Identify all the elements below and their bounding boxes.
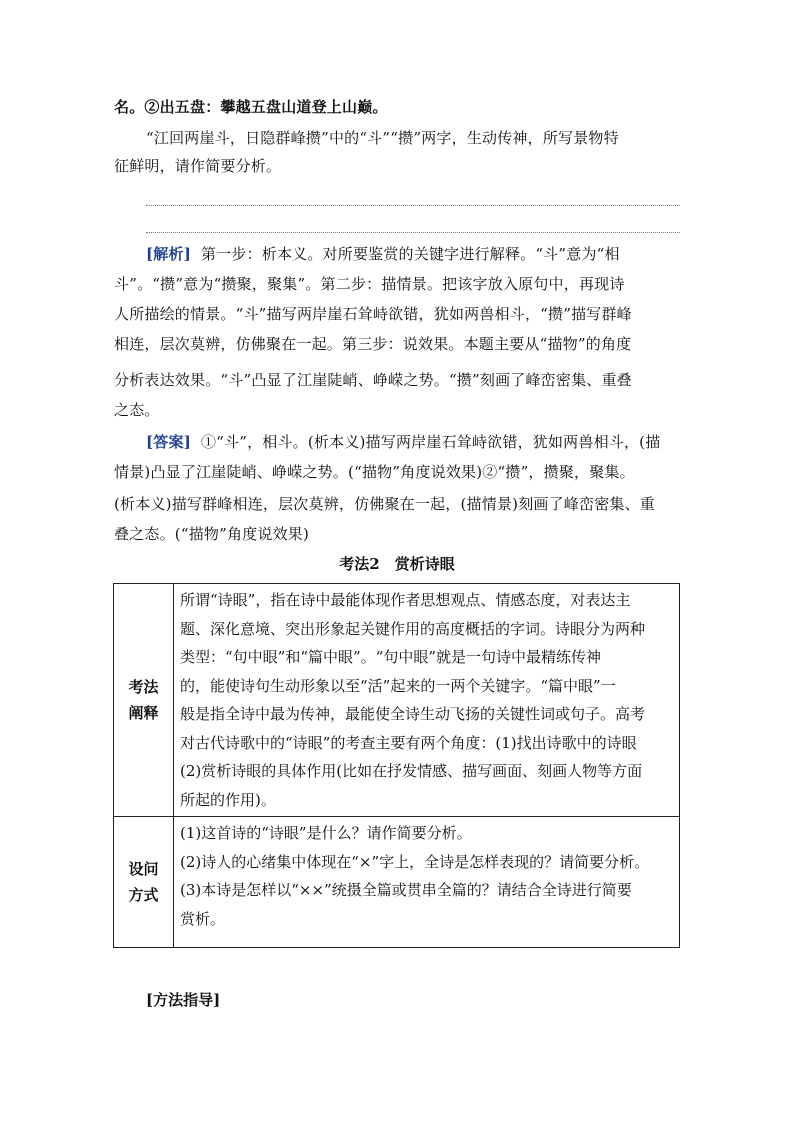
- cell-line: (3)本诗是怎样以“××”统摄全篇或贯串全篇的？请结合全诗进行简要: [180, 881, 632, 899]
- question-line-2: 征鲜明，请作简要分析。: [114, 157, 282, 175]
- table-row: [114, 584, 680, 817]
- cell-line: (2)诗人的心绪集中体现在“×”字上，全诗是怎样表现的？请简要分析。: [180, 852, 650, 871]
- intro-line: 名。②出五盘：攀越五盘山道登上山巅。: [114, 98, 388, 116]
- section-title: 考法2 赏析诗眼: [339, 555, 455, 573]
- cell-line: 对古代诗歌中的“诗眼”的考查主要有两个角度：(1)找出诗歌中的诗眼: [180, 733, 637, 752]
- analysis-line: 斗”。“攒”意为“攒聚，聚集”。第二步：描情景。把该字放入原句中，再现诗: [114, 275, 625, 293]
- analysis-line: 人所描绘的情景。“斗”描写两岸崖石耸峙欲错，犹如两兽相斗，“攒”描写群峰: [114, 305, 632, 323]
- answer-line: (析本义)描写群峰相连，层次莫辨，仿佛聚在一起，(描情景)刻画了峰峦密集、重: [114, 495, 656, 513]
- cell-line: 所起的作用)。: [180, 790, 276, 809]
- table-row: [114, 817, 680, 948]
- row-header-text: 考法: [128, 678, 159, 696]
- exam-method-table: [113, 583, 680, 948]
- cell-line: (1)这首诗的“诗眼”是什么？请作简要分析。: [180, 824, 472, 842]
- cell-line: 所谓“诗眼”，指在诗中最能体现作者思想观点、情感态度，对表达主: [180, 591, 631, 609]
- answer-blank-line-2: [146, 232, 680, 233]
- answer-line: ①“斗”，相斗。(析本义)描写两岸崖石耸峙欲错，犹如两兽相斗，(描: [200, 433, 661, 451]
- answer-first-line: [146, 428, 660, 456]
- cell-line: (2)赏析诗眼的具体作用(比如在抒发情感、描写画面、刻画人物等方面: [180, 762, 643, 780]
- question-line-1: “江回两崖斗，日隐群峰攒”中的“斗”“攒”两字，生动传神，所写景物特: [146, 129, 619, 147]
- analysis-line: 第一步：析本义。对所要鉴赏的关键字进行解释。“斗”意为“相: [200, 245, 620, 263]
- analysis-line: 分析表达效果。“斗”凸显了江崖陡峭、峥嵘之势。“攒”刻画了峰峦密集、重叠: [114, 371, 632, 389]
- answer-tag: [答案]: [146, 433, 191, 451]
- cell-line: 类型：“句中眼”和“篇中眼”。“句中眼”就是一句诗中最精练传神: [180, 648, 602, 666]
- cell-line: 赏析。: [180, 909, 226, 928]
- cell-line: 题、深化意境、突出形象起关键作用的高度概括的字词。诗眼分为两种: [180, 619, 646, 638]
- question-style-cell: [174, 817, 680, 948]
- method-guide-heading: [方法指导]: [146, 991, 221, 1009]
- cell-line: 般是指全诗中最为传神，最能使全诗生动飞扬的关键性词或句子。高考: [180, 705, 646, 723]
- row-header-explanation: [114, 584, 174, 817]
- answer-line: 叠之态。(“描物”角度说效果): [114, 525, 310, 543]
- analysis-tag: [解析]: [146, 245, 191, 263]
- analysis-line: 之态。: [114, 401, 160, 419]
- analysis-line: 相连，层次莫辨，仿佛聚在一起。第三步：说效果。本题主要从“描物”的角度: [114, 335, 632, 353]
- row-header-text: 阐释: [128, 704, 159, 722]
- explanation-cell: [174, 584, 680, 817]
- analysis-first-line: [146, 240, 620, 268]
- answer-blank-line-1: [146, 205, 680, 206]
- row-header-question-style: [114, 817, 174, 948]
- cell-line: 的，能使诗句生动形象以至“活”起来的一两个关键字。“篇中眼”一: [180, 676, 616, 695]
- answer-line: 情景)凸显了江崖陡峭、峥嵘之势。(“描物”角度说效果)②“攒”，攒聚，聚集。: [114, 463, 635, 481]
- row-header-text: 设问: [128, 860, 159, 878]
- row-header-text: 方式: [128, 886, 159, 904]
